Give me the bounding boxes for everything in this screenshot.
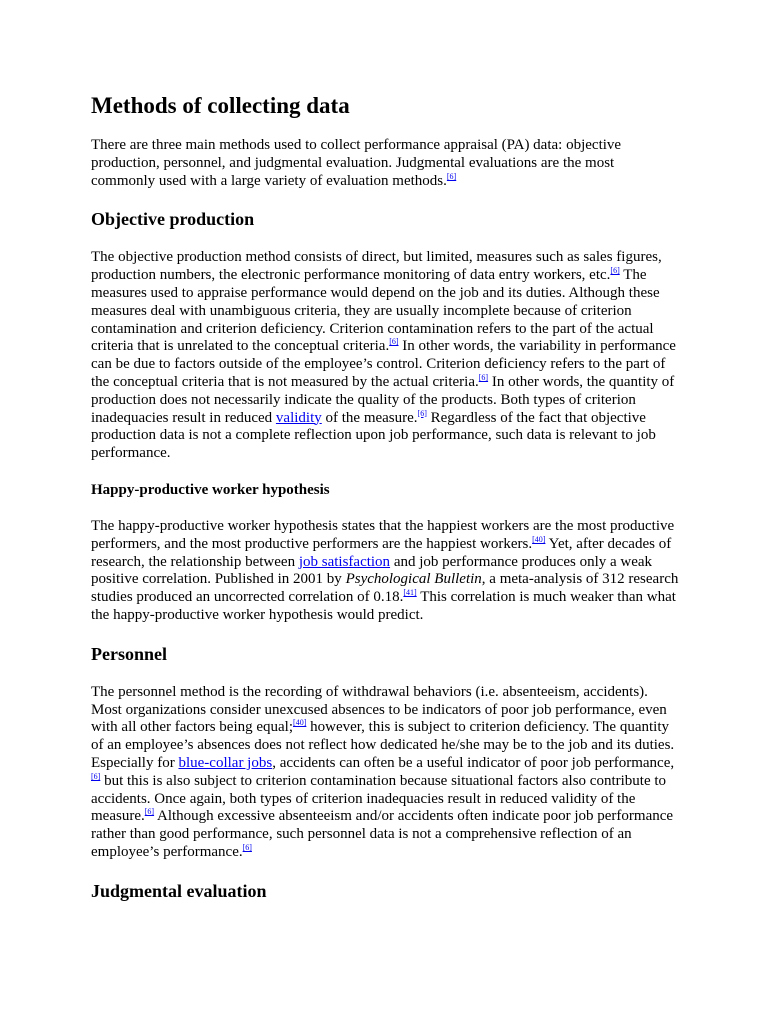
personnel-paragraph	[91, 684, 681, 862]
paragraph-text: but this is also subject to criterion contamination because situational factors also contribute to accidents. Once again, both types of criterion inadequacies result in reduced validity of the measure.	[91, 772, 667, 825]
citation-link[interactable]: [6]	[417, 408, 427, 418]
page-title: Methods of collecting data	[91, 93, 350, 118]
paragraph-text: Yet, after decades of research, the relationship between	[91, 535, 672, 570]
intro-paragraph	[91, 137, 681, 190]
job-satisfaction-link[interactable]: job satisfaction	[298, 553, 391, 570]
citation	[293, 718, 306, 727]
section-heading-personnel: Personnel	[91, 643, 167, 664]
citation-link[interactable]: [40]	[532, 534, 546, 544]
paragraph-text: however, this is subject to criterion deficiency. The quantity of an employee’s absences does not reflect how dedicated he/she may be to the job and its duties. Especially for	[91, 719, 675, 771]
article-body	[91, 92, 681, 921]
citation-link[interactable]: [40]	[293, 718, 307, 728]
paragraph-text: , accidents can often be a useful indicator of poor job performance,	[272, 754, 675, 771]
citation-link[interactable]: [41]	[403, 588, 417, 598]
paragraph-text: , a meta-analysis of 312 research studies produced an uncorrected correlation of 0.18.	[91, 571, 679, 606]
citation-link[interactable]: [6]	[144, 807, 155, 817]
paragraph-text: Regardless of the fact that objective production data is not a complete reflection upon job performance, such data is relevant to job performance.	[91, 409, 656, 462]
paragraph-text: The personnel method is the recording of withdrawal behaviors (i.e. absenteeism, accidents). Most organizations consider unexcused absences to be indicators of poor job performance, even with all other factors being equal;	[91, 683, 667, 736]
journal-name: Psychological Bulletin	[345, 571, 482, 588]
section-heading-objective-production: Objective production	[91, 209, 255, 230]
paragraph-text: The objective production method consists of direct, but limited, measures such as sales figures, production numbers, the electronic performance monitoring of data entry workers, etc.	[91, 249, 662, 284]
citation-link[interactable]: [6]	[389, 337, 399, 347]
citation	[610, 266, 619, 275]
citation	[243, 843, 252, 852]
section-heading-judgmental-evaluation: Judgmental evaluation	[91, 880, 267, 901]
validity-link[interactable]: validity	[275, 409, 322, 426]
citation	[403, 588, 416, 597]
paragraph-text: The happy-productive worker hypothesis states that the happiest workers are the most productive performers, and the most productive performers are the happiest workers.	[91, 517, 675, 552]
paragraph-text: In other words, the variability in performance can be due to factors outside of the employee’s control. Criterion deficiency refers to the part of the conceptual criteria that is not measured by the actual criteria.	[91, 338, 676, 390]
citation-link[interactable]: [6]	[610, 266, 620, 276]
happy-productive-paragraph	[91, 518, 681, 625]
citation	[389, 337, 398, 346]
paragraph-text: Although excessive absenteeism and/or accidents often indicate poor job performance rather than good performance, such personnel data is not a comprehensive reflection of an employee’s performance.	[91, 808, 674, 860]
intro-text: There are three main methods used to collect performance appraisal (PA) data: objective production, personnel, and judgmental evaluation. Judgmental evaluations are the most commonly used with a large variety of evaluation methods.	[91, 137, 622, 189]
paragraph-text: and job performance produces only a weak positive correlation. Published in 2001 by	[91, 553, 653, 588]
citation-link[interactable]: [6]	[242, 842, 252, 852]
subsection-heading-happy-productive: Happy-productive worker hypothesis	[91, 481, 330, 498]
citation	[418, 409, 427, 418]
citation-link[interactable]: [6]	[478, 372, 489, 382]
blue-collar-jobs-link[interactable]: blue-collar jobs	[178, 754, 273, 771]
citation	[91, 772, 100, 781]
citation	[532, 535, 545, 544]
citation	[479, 373, 488, 382]
citation	[447, 172, 456, 181]
citation-link[interactable]: [6]	[91, 771, 101, 781]
paragraph-text: This correlation is much weaker than what the happy-productive worker hypothesis would predict.	[91, 589, 676, 623]
paragraph-text: of the measure.	[321, 409, 418, 426]
paragraph-text: The measures used to appraise performance would depend on the job and its duties. Although these measures deal with unambiguous criteria, they are usually incomplete because of criterion contamination and criterion deficiency. Criterion contamination refers to the part of the actual criteria that is unrelated to the conceptual criteria.	[91, 267, 660, 355]
citation-link[interactable]: [6]	[446, 171, 457, 181]
paragraph-text: In other words, the quantity of production does not necessarily indicate the quality of the products. Both types of criterion inadequacies result in reduced	[91, 373, 675, 426]
citation	[145, 807, 154, 816]
objective-production-paragraph	[91, 249, 681, 463]
